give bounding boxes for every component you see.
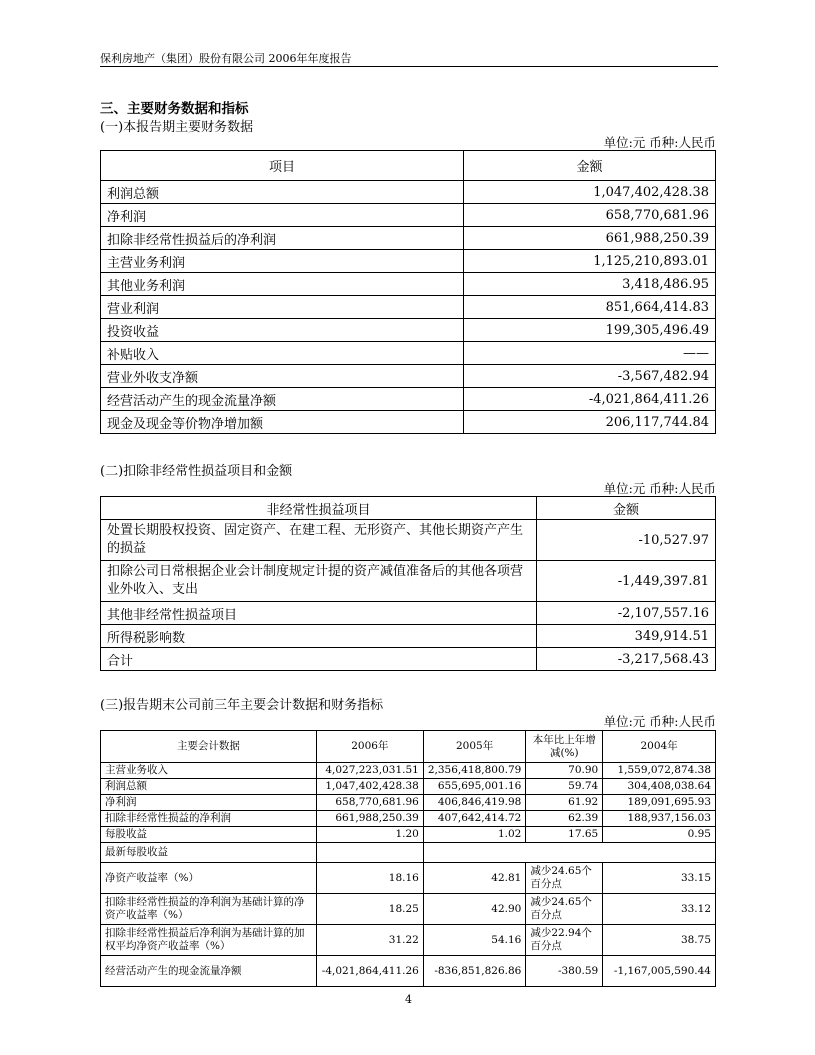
table-cell: 199,305,496.49	[464, 319, 716, 342]
table2-title: (二)扣除非经常性损益项目和金额	[100, 464, 293, 479]
table-cell: 661,988,250.39	[316, 811, 423, 827]
table-cell: 349,914.51	[537, 625, 716, 648]
table-cell: 70.90	[526, 763, 603, 779]
table-row	[101, 319, 716, 342]
table-cell: 661,988,250.39	[464, 227, 716, 250]
table-cell: 营业外收支净额	[101, 365, 464, 388]
table-cell: 1,559,072,874.38	[603, 763, 716, 779]
table-cell: 61.92	[526, 795, 603, 811]
table-cell: 2005年	[423, 731, 526, 763]
table-row	[101, 365, 716, 388]
table-cell: 206,117,744.84	[464, 411, 716, 434]
table-cell: 38.75	[603, 925, 716, 956]
table-row	[101, 795, 716, 811]
table-cell: 扣除非经常性损益的净利润为基础计算的净资产收益率（%）	[101, 894, 317, 925]
table-row	[101, 811, 716, 827]
table-cell: 188,937,156.03	[603, 811, 716, 827]
table-cell: 投资收益	[101, 319, 464, 342]
header-row	[101, 731, 716, 763]
table-row	[101, 388, 716, 411]
table-cell: 0.95	[603, 827, 716, 843]
table-cell: 扣除非经常性损益后净利润为基础计算的加权平均净资产收益率（%）	[101, 925, 317, 956]
table-cell: 所得税影响数	[101, 625, 537, 648]
table-cell: 净利润	[101, 204, 464, 227]
table-cell: 主营业务利润	[101, 250, 464, 273]
table-row	[101, 779, 716, 795]
table-row	[101, 827, 716, 843]
table-cell: 扣除非经常性损益后的净利润	[101, 227, 464, 250]
table-cell: 营业利润	[101, 296, 464, 319]
table-cell: 42.81	[423, 863, 526, 894]
table-cell: 本年比上年增减(%)	[526, 731, 603, 763]
table-row	[101, 956, 716, 987]
table-cell: 62.39	[526, 811, 603, 827]
table-cell: 304,408,038.64	[603, 779, 716, 795]
table-cell: -10,527.97	[537, 520, 716, 561]
table-row	[101, 204, 716, 227]
table-cell: 每股收益	[101, 827, 317, 843]
table-cell: 金额	[537, 497, 716, 520]
page-number: 4	[405, 993, 412, 1006]
table-cell: 1.02	[423, 827, 526, 843]
unit-label: 单位:元 币种:人民币	[603, 714, 716, 729]
table-cell: 非经常性损益项目	[101, 497, 537, 520]
table-cell: 净利润	[101, 795, 317, 811]
table-cell: 现金及现金等价物净增加额	[101, 411, 464, 434]
table-row	[101, 763, 716, 779]
table-cell: 658,770,681.96	[464, 204, 716, 227]
table-cell: 1.20	[316, 827, 423, 843]
table-cell: 2,356,418,800.79	[423, 763, 526, 779]
table-row	[101, 250, 716, 273]
table-cell: 净资产收益率（%）	[101, 863, 317, 894]
section-row	[101, 843, 716, 863]
table-cell: 3,418,486.95	[464, 273, 716, 296]
table-cell: 18.25	[316, 894, 423, 925]
table-cell: 项目	[101, 151, 464, 181]
header-rule	[100, 66, 718, 67]
table-cell: 主营业务收入	[101, 763, 317, 779]
table-row	[101, 520, 716, 561]
table-cell: 补贴收入	[101, 342, 464, 365]
unit-label: 单位:元 币种:人民币	[603, 481, 716, 496]
table-cell: -3,217,568.43	[537, 648, 716, 671]
table-cell: -836,851,826.86	[423, 956, 526, 987]
table-cell: 扣除公司日常根据企业会计制度规定计提的资产减值准备后的其他各项营业外收入、支出	[101, 561, 537, 602]
table-cell: 406,846,419.98	[423, 795, 526, 811]
table-cell: 1,047,402,428.38	[464, 181, 716, 204]
table-cell: -3,567,482.94	[464, 365, 716, 388]
table-row	[101, 273, 716, 296]
non-recurring-table	[100, 496, 716, 671]
table-cell: 处置长期股权投资、固定资产、在建工程、无形资产、其他长期资产产生的损益	[101, 520, 537, 561]
table-cell: -4,021,864,411.26	[464, 388, 716, 411]
table-cell: 减少24.65个百分点	[526, 863, 603, 894]
header-row	[101, 497, 716, 520]
table-cell: -380.59	[526, 956, 603, 987]
table-cell: 最新每股收益	[101, 843, 317, 863]
table-row	[101, 342, 716, 365]
table-cell: 经营活动产生的现金流量净额	[101, 388, 464, 411]
table-cell: 655,695,001.16	[423, 779, 526, 795]
table-row	[101, 181, 716, 204]
table-cell: 2004年	[603, 731, 716, 763]
table-cell: 其他非经常性损益项目	[101, 602, 537, 625]
unit-label: 单位:元 币种:人民币	[603, 135, 716, 150]
table-cell: 扣除非经常性损益的净利润	[101, 811, 317, 827]
table-cell: 主要会计数据	[101, 731, 317, 763]
table-row	[101, 894, 716, 925]
table-cell: 42.90	[423, 894, 526, 925]
table-cell: 1,125,210,893.01	[464, 250, 716, 273]
table-cell: 658,770,681.96	[316, 795, 423, 811]
table-cell: 经营活动产生的现金流量净额	[101, 956, 317, 987]
table-cell: 851,664,414.83	[464, 296, 716, 319]
table-cell: 189,091,695.93	[603, 795, 716, 811]
table-row	[101, 602, 716, 625]
page-header: 保利房地产（集团）股份有限公司 2006年年度报告	[100, 52, 352, 65]
table-cell: -2,107,557.16	[537, 602, 716, 625]
table-cell: 33.12	[603, 894, 716, 925]
table-cell: 33.15	[603, 863, 716, 894]
table-row	[101, 296, 716, 319]
section-title: 三、主要财务数据和指标	[100, 101, 249, 117]
table-cell: 减少22.94个百分点	[526, 925, 603, 956]
table-cell: 2006年	[316, 731, 423, 763]
table-cell: 59.74	[526, 779, 603, 795]
table-cell: ——	[464, 342, 716, 365]
table-cell: 减少24.65个百分点	[526, 894, 603, 925]
table-cell: 金额	[464, 151, 716, 181]
table-cell: 17.65	[526, 827, 603, 843]
table-cell	[423, 843, 715, 863]
table-row	[101, 648, 716, 671]
table-cell: 其他业务利润	[101, 273, 464, 296]
table-cell: 利润总额	[101, 779, 317, 795]
table-cell: -1,167,005,590.44	[603, 956, 716, 987]
three-year-table	[100, 730, 716, 987]
table-row	[101, 411, 716, 434]
table-cell: 407,642,414.72	[423, 811, 526, 827]
table-cell: 4,027,223,031.51	[316, 763, 423, 779]
table-row	[101, 625, 716, 648]
table-cell: 31.22	[316, 925, 423, 956]
table-cell	[316, 843, 423, 863]
table-cell: 利润总额	[101, 181, 464, 204]
table-row	[101, 925, 716, 956]
main-financial-table	[100, 150, 716, 434]
table1-title: (一)本报告期主要财务数据	[100, 120, 254, 135]
table-cell: 18.16	[316, 863, 423, 894]
table3-title: (三)报告期末公司前三年主要会计数据和财务指标	[100, 698, 384, 713]
table-row	[101, 561, 716, 602]
table-cell: 1,047,402,428.38	[316, 779, 423, 795]
table-cell: -1,449,397.81	[537, 561, 716, 602]
table-cell: 合计	[101, 648, 537, 671]
table-row	[101, 227, 716, 250]
table-cell: 54.16	[423, 925, 526, 956]
header-row	[101, 151, 716, 181]
table-row	[101, 863, 716, 894]
table-cell: -4,021,864,411.26	[316, 956, 423, 987]
